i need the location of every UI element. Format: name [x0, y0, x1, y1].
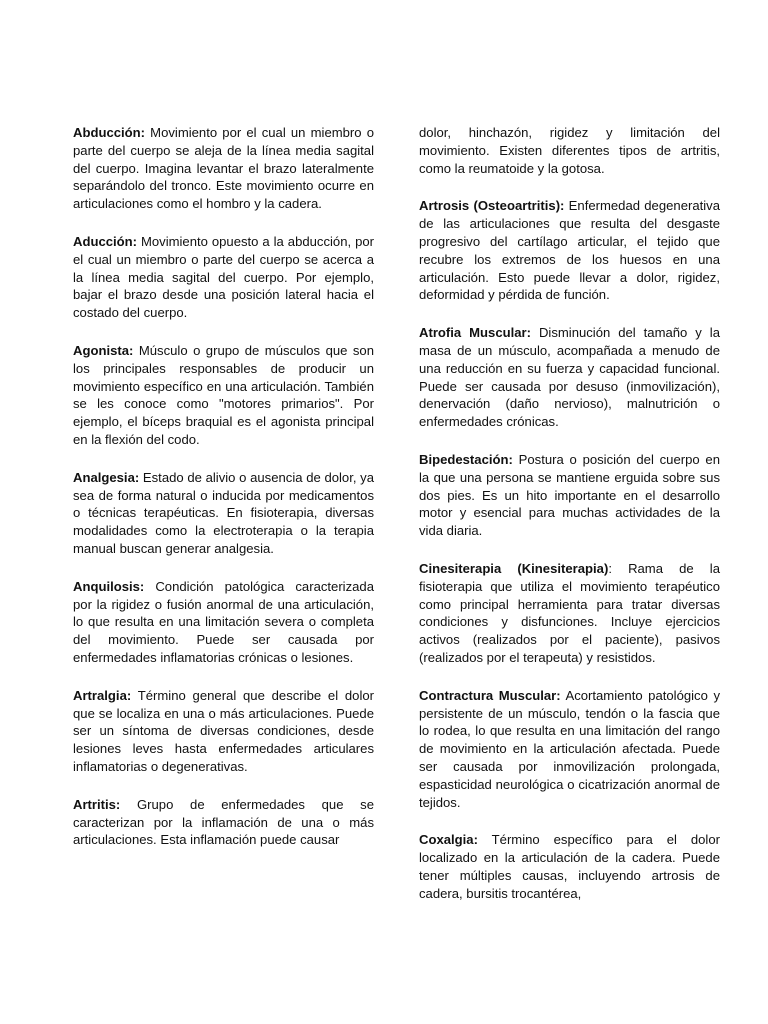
glossary-term: Agonista: [73, 342, 134, 358]
glossary-definition: Postura o posición del cuerpo en la que una persona se mantiene erguida sobre sus dos pies. Es un hito importante en el desarrollo motor y esencial para muchas actividades de la vida diaria. [419, 451, 720, 539]
glossary-definition: Movimiento por el cual un miembro o parte del cuerpo se aleja de la línea media sagital del cuerpo. Imagina levantar el brazo lateralmente separándolo del tronco. Este movimiento ocurre en articulaciones como el hombro y la cadera. [73, 125, 374, 212]
glossary-definition: Acortamiento patológico y persistente de un músculo, tendón o la fascia que lo rodea, lo que resulta en una limitación del rango de movimiento en la articulación afectada. Puede ser causada por inmovilización prolongada, espasticidad neurológica o cicatrización anormal de tejidos. [419, 687, 720, 810]
glossary-term: Artralgia: [73, 687, 132, 703]
glossary-entry [419, 831, 720, 902]
glossary-entry [73, 796, 374, 849]
glossary-term: Analgesia: [73, 469, 140, 485]
glossary-entry [73, 233, 374, 322]
glossary-term: Bipedestación: [419, 451, 513, 467]
glossary-term: Artrosis (Osteoartritis): [419, 198, 565, 214]
glossary-term: Abducción: [73, 125, 146, 140]
glossary-entry-continuation [419, 124, 720, 177]
glossary-entry [419, 687, 720, 812]
glossary-term: Anquilosis: [73, 578, 145, 594]
glossary-entry [73, 687, 374, 776]
glossary-definition: Músculo o grupo de músculos que son los principales responsables de producir un movimiento específico en una articulación. También se les conoce como "motores primarios". Por ejemplo, el bíceps braquial es el agonista principal en la flexión del codo. [73, 342, 374, 447]
glossary-definition: Disminución del tamaño y la masa de un músculo, acompañada a menudo de una reducción en su fuerza y capacidad funcional. Puede ser causada por desuso (inmovilización), denervación (daño nervioso), malnutrición o enfermedades crónicas. [419, 325, 721, 430]
glossary-definition: Grupo de enfermedades que se caracterizan por la inflamación de una o más articulaciones. Esta inflamación puede causar [73, 796, 374, 848]
glossary-definition: Enfermedad degenerativa de las articulaciones que resulta del desgaste progresivo del cartílago articular, el tejido que recubre los extremos de los huesos en una articulación. Esto puede llevar a dolor, rigidez, deformidad y pérdida de función. [419, 198, 720, 303]
glossary-term: Artritis: [73, 796, 121, 812]
glossary-entry [419, 324, 720, 431]
glossary-definition: Término específico para el dolor localizado en la articulación de la cadera. Puede tener múltiples causas, incluyendo artrosis de cadera, bursitis trocantérea, [419, 832, 720, 901]
glossary-entry [73, 578, 374, 667]
glossary-definition: Estado de alivio o ausencia de dolor, ya sea de forma natural o inducida por medicamentos o técnicas terapéuticas. En fisioterapia, diversas modalidades como la electroterapia o la terapia manual buscan generar analgesia. [73, 469, 374, 556]
glossary-definition: Condición patológica caracterizada por la rigidez o fusión anormal de una articulación, lo que resulta en una limitación severa o completa del movimiento. Puede ser causada por enfermedades inflamatorias crónicas o lesiones. [73, 578, 374, 665]
glossary-definition: Movimiento opuesto a la abducción, por el cual un miembro o parte del cuerpo se acerca a la línea media sagital del cuerpo. Por ejemplo, bajar el brazo desde una posición lateral hacia el costado del cuerpo. [73, 233, 374, 321]
glossary-definition: Término general que describe el dolor que se localiza en una o más articulaciones. Puede ser un síntoma de diversas condiciones, desde lesiones leves hasta enfermedades articulares inflamatorias o degenerativas. [73, 687, 374, 774]
glossary-entry [419, 197, 720, 304]
glossary-entry [73, 124, 374, 213]
glossary-definition: : Rama de la fisioterapia que utiliza el movimiento terapéutico como principal herramienta para tratar diversas condiciones y disfunciones. Incluye ejercicios activos (realizados por el paciente), pasivos (realizados por el terapeuta) y resistidos. [419, 560, 720, 665]
glossary-entry [73, 469, 374, 558]
glossary-entry [73, 342, 374, 449]
glossary-entry [419, 560, 720, 667]
right-column [419, 124, 720, 922]
glossary-definition: dolor, hinchazón, rigidez y limitación del movimiento. Existen diferentes tipos de artritis, como la reumatoide y la gotosa. [419, 125, 720, 176]
glossary-term: Cinesiterapia (Kinesiterapia) [419, 560, 609, 576]
glossary-term: Contractura Muscular: [419, 687, 561, 703]
glossary-term: Atrofia Muscular: [419, 325, 531, 341]
glossary-term: Aducción: [73, 233, 138, 249]
left-column [73, 124, 374, 869]
glossary-term: Coxalgia: [419, 832, 478, 848]
glossary-entry [419, 451, 720, 540]
